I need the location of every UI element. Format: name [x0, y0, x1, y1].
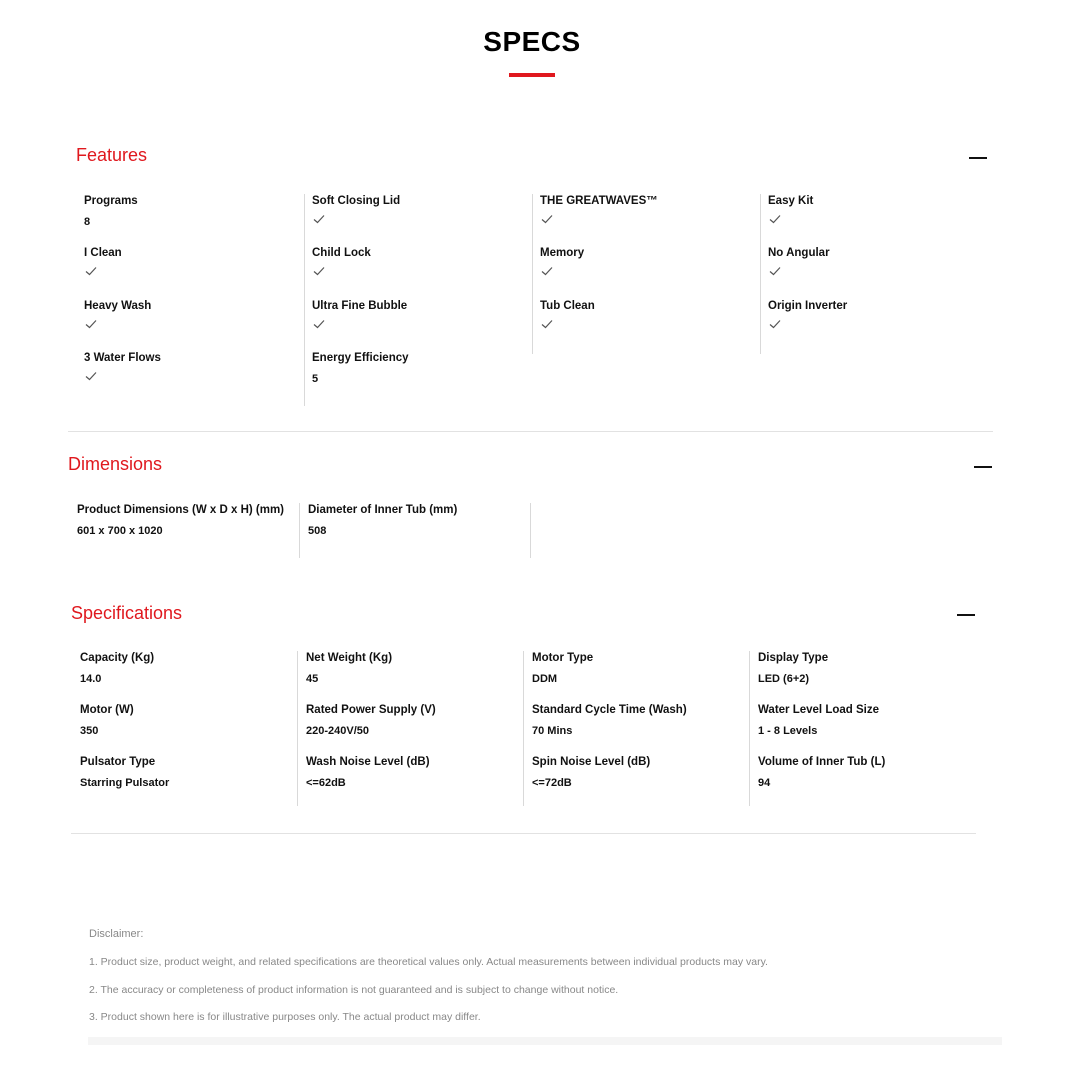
spec-label: Energy Efficiency [312, 351, 409, 364]
spec-label: Soft Closing Lid [312, 195, 401, 207]
spec-label: Motor (W) [80, 704, 134, 716]
specifications-collapse-button[interactable] [957, 614, 975, 616]
spec-label: Pulsator Type [80, 756, 156, 768]
spec-label: Capacity (Kg) [80, 652, 155, 664]
spec-item-the-greatwaves [540, 194, 658, 225]
checkmark-icon [540, 318, 554, 330]
specifications-title: Specifications [71, 603, 183, 623]
spec-label: Product Dimensions (W x D x H) (mm) [77, 504, 285, 516]
spec-item-energy-efficiency [312, 351, 409, 386]
spec-item-easy-kit [768, 194, 813, 225]
spec-label: Net Weight (Kg) [306, 652, 393, 664]
spec-label: Heavy Wash [84, 299, 152, 312]
checkmark-icon [540, 213, 554, 225]
column-divider [297, 651, 298, 806]
spec-item-heavy-wash [84, 299, 151, 330]
spec-label: Wash Noise Level (dB) [306, 756, 430, 768]
spec-item-programs [84, 194, 138, 229]
checkmark-icon [540, 265, 554, 277]
spec-label: Ultra Fine Bubble [312, 299, 408, 312]
spec-label: Display Type [758, 652, 829, 664]
checkmark-icon [84, 370, 98, 382]
checkmark-icon [312, 265, 326, 277]
spec-item-diameter-of-inner-tub-mm [308, 503, 457, 538]
disclaimer-line: 1. Product size, product weight, and related specifications are theoretical values only. Actual measurements between individual products may vary. [89, 956, 768, 968]
checkmark-icon [312, 318, 326, 330]
column-divider [523, 651, 524, 806]
spec-label: Origin Inverter [768, 299, 848, 312]
spec-item-ultra-fine-bubble [312, 299, 407, 330]
checkmark-icon [84, 265, 98, 277]
spec-value: 45 [306, 673, 319, 685]
spec-item-rated-power-supply-v [306, 703, 436, 738]
features-divider [68, 431, 993, 432]
spec-value: 350 [80, 725, 99, 737]
spec-label: Standard Cycle Time (Wash) [532, 704, 687, 716]
spec-item-origin-inverter [768, 299, 847, 330]
spec-label: Rated Power Supply (V) [306, 704, 436, 716]
spec-label: Water Level Load Size [758, 704, 879, 716]
spec-value: 1 - 8 Levels [758, 725, 818, 737]
spec-label: No Angular [768, 247, 830, 260]
title-underline [509, 73, 555, 77]
checkmark-icon [312, 213, 326, 225]
column-divider [532, 194, 533, 354]
spec-item-no-angular [768, 246, 830, 277]
spec-item-child-lock [312, 246, 371, 277]
spec-item-motor-type [532, 651, 593, 686]
spec-value: 508 [308, 525, 327, 537]
column-divider [530, 503, 531, 558]
spec-item-memory [540, 246, 584, 277]
spec-label: Motor Type [532, 652, 594, 664]
spec-item-water-level-load-size [758, 703, 879, 738]
spec-item-pulsator-type [80, 755, 169, 790]
dimensions-collapse-button[interactable] [974, 466, 992, 468]
disclaimer-title: Disclaimer: [89, 928, 144, 940]
spec-item-motor-w [80, 703, 134, 738]
spec-value: 94 [758, 777, 771, 789]
spec-item-display-type [758, 651, 828, 686]
spec-label: Child Lock [312, 247, 371, 260]
specifications-divider [71, 833, 976, 834]
spec-item-net-weight-kg [306, 651, 392, 686]
spec-label: Easy Kit [768, 195, 814, 207]
features-collapse-button[interactable] [969, 157, 987, 159]
spec-value: <=62dB [306, 777, 346, 789]
checkmark-icon [768, 213, 782, 225]
spec-item-product-dimensions-w-x-d-x-h-mm [77, 503, 284, 538]
spec-item-capacity-kg [80, 651, 154, 686]
spec-value: Starring Pulsator [80, 777, 170, 789]
spec-label: I Clean [84, 247, 122, 260]
spec-label: 3 Water Flows [84, 351, 161, 364]
spec-label: Spin Noise Level (dB) [532, 756, 651, 768]
spec-value: 14.0 [80, 673, 102, 685]
spec-value: 601 x 700 x 1020 [77, 525, 163, 537]
spec-value: 5 [312, 372, 319, 385]
spec-value: 8 [84, 216, 91, 228]
disclaimer-line: 2. The accuracy or completeness of product information is not guaranteed and is subject to change without notice. [89, 984, 619, 996]
spec-item-spin-noise-level-db [532, 755, 650, 790]
spec-value: <=72dB [532, 777, 572, 789]
spec-item-tub-clean [540, 299, 595, 330]
spec-item-standard-cycle-time-wash [532, 703, 687, 738]
spec-value: LED (6+2) [758, 673, 810, 685]
spec-item-volume-of-inner-tub-l [758, 755, 885, 790]
dimensions-title: Dimensions [68, 454, 163, 474]
checkmark-icon [768, 265, 782, 277]
spec-item-soft-closing-lid [312, 194, 400, 225]
checkmark-icon [84, 318, 98, 330]
checkmark-icon [768, 318, 782, 330]
spec-value: 220-240V/50 [306, 725, 369, 737]
spec-label: Volume of Inner Tub (L) [758, 756, 886, 768]
column-divider [749, 651, 750, 806]
features-title: Features [76, 145, 148, 165]
spec-value: DDM [532, 673, 558, 685]
column-divider [299, 503, 300, 558]
column-divider [760, 194, 761, 354]
spec-label: Tub Clean [540, 299, 595, 312]
disclaimer-line: 3. Product shown here is for illustrative purposes only. The actual product may differ. [89, 1011, 481, 1023]
spec-value: 70 Mins [532, 725, 573, 737]
spec-label: Memory [540, 247, 585, 260]
spec-item-3-water-flows [84, 351, 161, 382]
page-title: SPECS [483, 26, 581, 57]
spec-label: Programs [84, 195, 138, 207]
spec-label: THE GREATWAVES™ [540, 195, 658, 207]
spec-item-wash-noise-level-db [306, 755, 430, 790]
spec-item-i-clean [84, 246, 122, 277]
spec-label: Diameter of Inner Tub (mm) [308, 504, 458, 516]
footer-strip [88, 1037, 1002, 1045]
column-divider [304, 194, 305, 406]
